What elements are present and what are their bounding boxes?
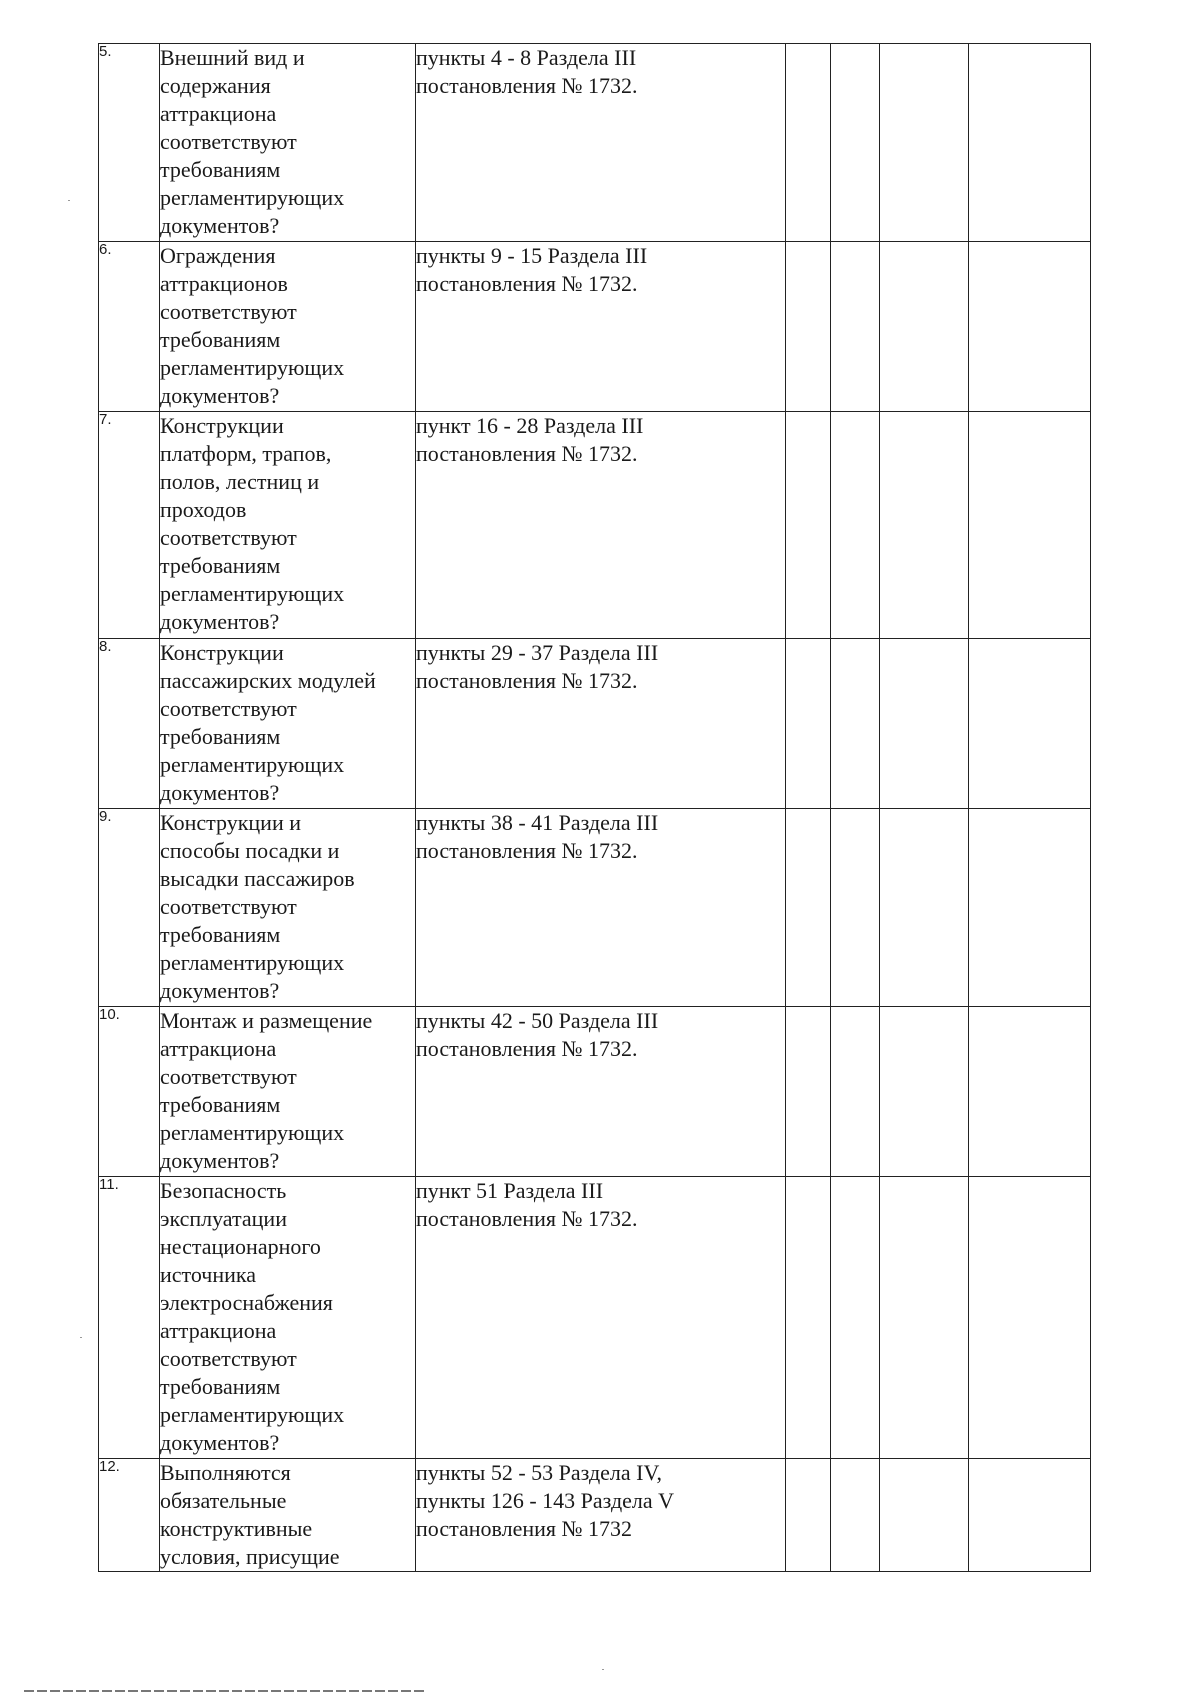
answer-no-cell (831, 639, 880, 809)
question-line: соответствуют (160, 696, 297, 721)
table-row (99, 44, 1091, 242)
question-line: эксплуатации (160, 1206, 287, 1231)
question-line: полов, лестниц и (160, 469, 320, 494)
question-line: соответствуют (160, 299, 297, 324)
question-line: способы посадки и (160, 838, 340, 863)
reference-line: постановления № 1732. (416, 1206, 638, 1231)
table-row (99, 809, 1091, 1007)
question-line: требованиям (160, 1374, 281, 1399)
question-line: документов? (160, 1148, 280, 1173)
answer-no-cell (831, 44, 880, 242)
question-line: требованиям (160, 724, 281, 749)
answer-no-cell (831, 242, 880, 412)
answer-yes-cell (786, 242, 831, 412)
question-line: Монтаж и размещение (160, 1008, 373, 1033)
question-line: регламентирующих (160, 950, 345, 975)
row-number: 12. (99, 1459, 160, 1572)
question-line: высадки пассажиров (160, 866, 355, 891)
not-applicable-cell (880, 44, 969, 242)
question-line: нестационарного (160, 1234, 321, 1259)
regulation-reference (416, 639, 786, 809)
row-number: 7. (99, 412, 160, 639)
answer-yes-cell (786, 412, 831, 639)
question-line: содержания (160, 73, 271, 98)
answer-no-cell (831, 412, 880, 639)
checklist-rows (99, 44, 1091, 1572)
table-row (99, 1007, 1091, 1177)
not-applicable-cell (880, 1459, 969, 1572)
reference-line: постановления № 1732. (416, 271, 638, 296)
question-line: Конструкции (160, 413, 284, 438)
question-line: обязательные (160, 1488, 287, 1513)
question-line: соответствуют (160, 129, 297, 154)
requirement-question (160, 242, 416, 412)
question-line: Выполняются (160, 1460, 291, 1485)
regulation-reference (416, 1177, 786, 1459)
question-line: требованиям (160, 157, 281, 182)
table-row (99, 1177, 1091, 1459)
regulation-reference (416, 412, 786, 639)
requirement-question (160, 809, 416, 1007)
not-applicable-cell (880, 412, 969, 639)
answer-no-cell (831, 1007, 880, 1177)
row-number: 5. (99, 44, 160, 242)
question-line: требованиям (160, 1092, 281, 1117)
answer-yes-cell (786, 1459, 831, 1572)
comment-cell (969, 1007, 1091, 1177)
reference-line: пункты 42 - 50 Раздела III (416, 1008, 659, 1033)
reference-line: постановления № 1732 (416, 1516, 633, 1541)
question-line: документов? (160, 609, 280, 634)
question-line: требованиям (160, 922, 281, 947)
answer-no-cell (831, 809, 880, 1007)
requirement-question (160, 412, 416, 639)
answer-no-cell (831, 1177, 880, 1459)
regulation-reference (416, 242, 786, 412)
not-applicable-cell (880, 1177, 969, 1459)
regulation-reference (416, 44, 786, 242)
reference-line: постановления № 1732. (416, 668, 638, 693)
comment-cell (969, 1177, 1091, 1459)
comment-cell (969, 412, 1091, 639)
question-line: Ограждения (160, 243, 276, 268)
scan-speck (602, 1669, 604, 1670)
reference-line: пункт 51 Раздела III (416, 1178, 604, 1203)
row-number: 8. (99, 639, 160, 809)
question-line: регламентирующих (160, 185, 345, 210)
requirement-question (160, 44, 416, 242)
question-line: соответствуют (160, 1064, 297, 1089)
answer-yes-cell (786, 44, 831, 242)
question-line: соответствуют (160, 1346, 297, 1371)
reference-line: постановления № 1732. (416, 73, 638, 98)
question-line: платформ, трапов, (160, 441, 332, 466)
question-line: документов? (160, 780, 280, 805)
comment-cell (969, 44, 1091, 242)
not-applicable-cell (880, 639, 969, 809)
question-line: Безопасность (160, 1178, 287, 1203)
question-line: регламентирующих (160, 581, 345, 606)
requirement-question (160, 1177, 416, 1459)
reference-line: постановления № 1732. (416, 1036, 638, 1061)
question-line: аттракциона (160, 101, 277, 126)
not-applicable-cell (880, 242, 969, 412)
question-line: Конструкции и (160, 810, 301, 835)
reference-line: пункты 38 - 41 Раздела III (416, 810, 659, 835)
comment-cell (969, 639, 1091, 809)
table-row (99, 639, 1091, 809)
regulation-reference (416, 1459, 786, 1572)
reference-line: пункты 126 - 143 Раздела V (416, 1488, 675, 1513)
scan-edge-line (24, 1690, 424, 1692)
row-number: 6. (99, 242, 160, 412)
requirement-question (160, 1007, 416, 1177)
question-line: требованиям (160, 327, 281, 352)
question-line: регламентирующих (160, 1402, 345, 1427)
reference-line: пункты 4 - 8 Раздела III (416, 45, 637, 70)
table-row (99, 1459, 1091, 1572)
question-line: документов? (160, 213, 280, 238)
comment-cell (969, 809, 1091, 1007)
row-number: 10. (99, 1007, 160, 1177)
answer-no-cell (831, 1459, 880, 1572)
reference-line: постановления № 1732. (416, 838, 638, 863)
row-number: 11. (99, 1177, 160, 1459)
question-line: документов? (160, 383, 280, 408)
question-line: конструктивные (160, 1516, 313, 1541)
reference-line: пункты 29 - 37 Раздела III (416, 640, 659, 665)
question-line: соответствуют (160, 525, 297, 550)
not-applicable-cell (880, 1007, 969, 1177)
comment-cell (969, 1459, 1091, 1572)
answer-yes-cell (786, 809, 831, 1007)
question-line: электроснабжения (160, 1290, 333, 1315)
scan-speck (80, 1337, 82, 1338)
checklist-table (98, 43, 1091, 1572)
regulation-reference (416, 809, 786, 1007)
answer-yes-cell (786, 639, 831, 809)
question-line: соответствуют (160, 894, 297, 919)
question-line: аттракциона (160, 1036, 277, 1061)
scan-speck (68, 200, 70, 201)
question-line: регламентирующих (160, 1120, 345, 1145)
answer-yes-cell (786, 1177, 831, 1459)
requirement-question (160, 1459, 416, 1572)
question-line: источника (160, 1262, 257, 1287)
question-line: документов? (160, 978, 280, 1003)
question-line: регламентирующих (160, 752, 345, 777)
question-line: аттракциона (160, 1318, 277, 1343)
comment-cell (969, 242, 1091, 412)
question-line: пассажирских модулей (160, 668, 376, 693)
question-line: условия, присущие (160, 1544, 340, 1569)
reference-line: пункты 9 - 15 Раздела III (416, 243, 648, 268)
question-line: Внешний вид и (160, 45, 305, 70)
question-line: проходов (160, 497, 247, 522)
answer-yes-cell (786, 1007, 831, 1177)
question-line: аттракционов (160, 271, 288, 296)
regulation-reference (416, 1007, 786, 1177)
question-line: регламентирующих (160, 355, 345, 380)
question-line: документов? (160, 1430, 280, 1455)
reference-line: пункт 16 - 28 Раздела III (416, 413, 644, 438)
reference-line: пункты 52 - 53 Раздела IV, (416, 1460, 663, 1485)
not-applicable-cell (880, 809, 969, 1007)
table-row (99, 242, 1091, 412)
reference-line: постановления № 1732. (416, 441, 638, 466)
question-line: требованиям (160, 553, 281, 578)
question-line: Конструкции (160, 640, 284, 665)
requirement-question (160, 639, 416, 809)
row-number: 9. (99, 809, 160, 1007)
table-row (99, 412, 1091, 639)
